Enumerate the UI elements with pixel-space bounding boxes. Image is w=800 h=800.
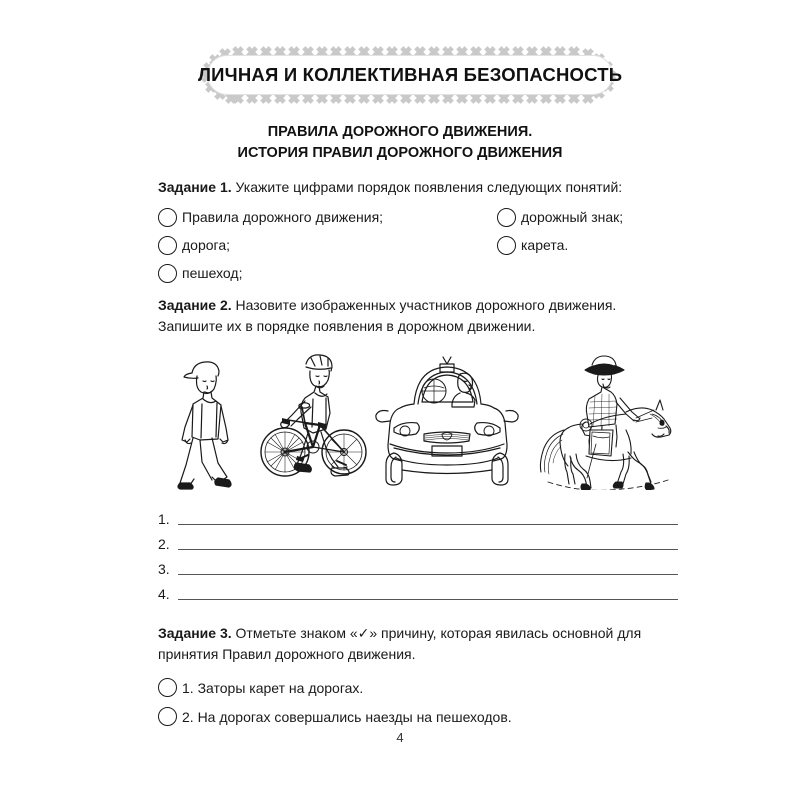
page-title-line-1: ПРАВИЛА ДОРОЖНОГО ДВИЖЕНИЯ.: [267, 124, 533, 140]
task-1-option-label: Правила дорожного движения;: [182, 209, 384, 225]
task-3-label: Задание 3.: [158, 625, 232, 641]
cyclist-figure: [258, 348, 368, 490]
page-number: 4: [396, 730, 404, 745]
task-1-label: Задание 1.: [158, 179, 232, 195]
task-1-option-row[interactable]: [497, 203, 623, 231]
task-1-option-label: карета.: [521, 237, 569, 253]
answer-line-rule[interactable]: [178, 549, 678, 550]
task-2-label: Задание 2.: [158, 297, 232, 313]
answer-line-number: 1.: [158, 511, 170, 527]
answer-circle-icon[interactable]: [497, 208, 516, 227]
task-2-line-1: [158, 295, 678, 316]
answer-line-number: 3.: [158, 561, 170, 577]
horse-rider-figure: [530, 348, 678, 490]
task-2-text-1: Назовите изображенных участников дорожного движения.: [235, 297, 617, 313]
task-1-options-right: [497, 203, 623, 259]
page-title: [0, 122, 800, 164]
banner-title: ЛИЧНАЯ И КОЛЛЕКТИВНАЯ БЕЗОПАСНОСТЬ: [198, 64, 623, 85]
task-3-prompt: [158, 623, 678, 665]
answer-line-number: 4.: [158, 586, 170, 602]
task-1-options-left: [158, 203, 383, 287]
task-1-prompt: [158, 177, 678, 198]
answer-line-row[interactable]: [158, 578, 678, 603]
answer-circle-icon[interactable]: [158, 236, 177, 255]
answer-line-rule[interactable]: [178, 524, 678, 525]
task-1-option-row[interactable]: [497, 231, 623, 259]
task-3-options: [158, 673, 512, 731]
section-banner: [198, 46, 622, 104]
task-1-option-row[interactable]: [158, 203, 383, 231]
task-3-option-row[interactable]: [158, 673, 512, 702]
task-1-option-label: пешеход;: [182, 265, 243, 281]
answer-line-row[interactable]: [158, 528, 678, 553]
task-3-option-row[interactable]: [158, 702, 512, 731]
task-2-answer-lines: [158, 503, 678, 603]
task-3-option-label: 2. На дорогах совершались наезды на пешеходов.: [182, 708, 512, 725]
task-1-option-label: дорога;: [182, 237, 231, 253]
page-title-line-2: ИСТОРИЯ ПРАВИЛ ДОРОЖНОГО ДВИЖЕНИЯ: [237, 145, 563, 161]
task-3-option-label: 1. Заторы карет на дорогах.: [182, 679, 364, 696]
answer-line-rule[interactable]: [178, 574, 678, 575]
task-2-prompt: [158, 295, 678, 337]
task-3-text-2: принятия Правил дорожного движения.: [158, 646, 416, 662]
answer-line-number: 2.: [158, 536, 170, 552]
task-2-illustrations: [158, 348, 678, 490]
answer-circle-icon[interactable]: [158, 208, 177, 227]
task-1-text: Укажите цифрами порядок появления следующих понятий:: [235, 179, 623, 195]
task-1-option-row[interactable]: [158, 259, 383, 287]
car-figure: [372, 348, 522, 490]
answer-line-row[interactable]: [158, 503, 678, 528]
task-3-text-1: Отметьте знаком «✓» причину, которая явилась основной для: [235, 625, 642, 641]
answer-circle-icon[interactable]: [497, 236, 516, 255]
answer-circle-icon[interactable]: [158, 678, 177, 697]
answer-line-row[interactable]: [158, 553, 678, 578]
task-3-line-1: [158, 623, 678, 644]
task-1-option-label: дорожный знак;: [521, 209, 624, 225]
task-1-option-row[interactable]: [158, 231, 383, 259]
answer-circle-icon[interactable]: [158, 707, 177, 726]
task-2-text-2: Запишите их в порядке появления в дорожном движении.: [158, 318, 536, 334]
answer-circle-icon[interactable]: [158, 264, 177, 283]
answer-line-rule[interactable]: [178, 599, 678, 600]
pedestrian-figure: [166, 348, 254, 490]
